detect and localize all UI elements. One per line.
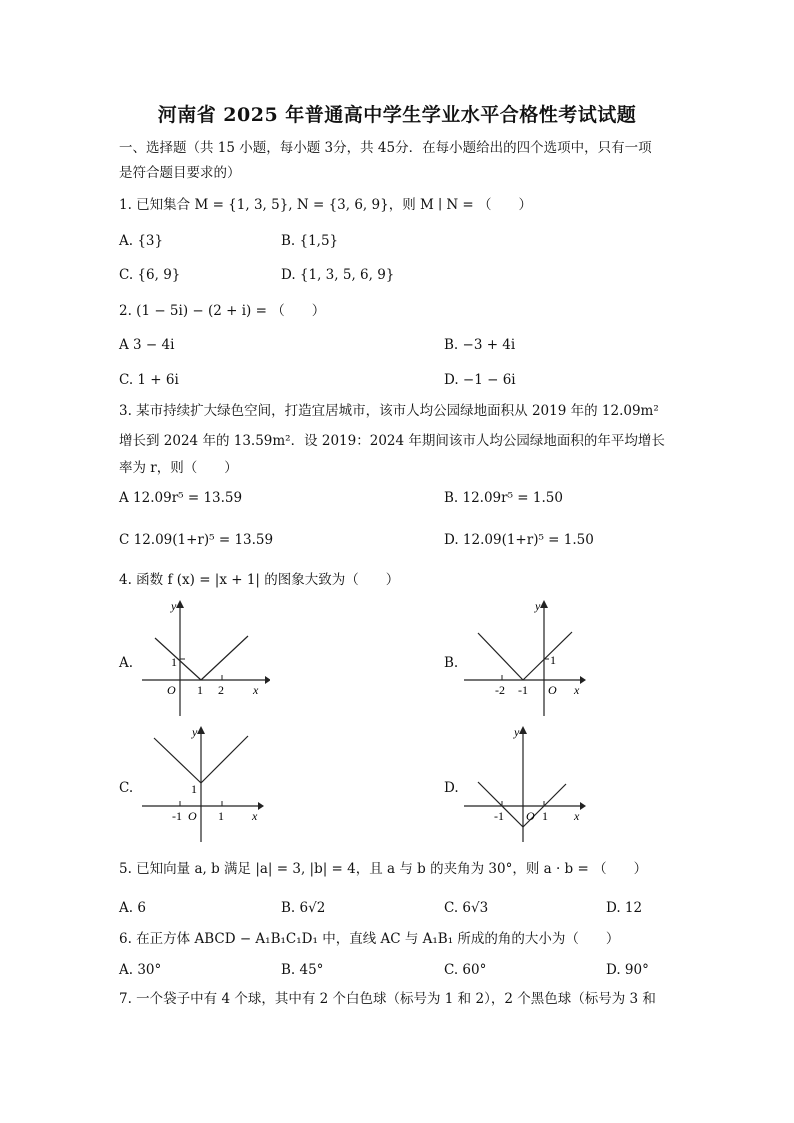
q1-stem: 1. 已知集合 M = {1, 3, 5}, N = {3, 6, 9}，则 M ∣ N = （ ） (119, 197, 533, 213)
q1-option-d: D. {1, 3, 5, 6, 9} (281, 267, 395, 283)
graph-d-tick-1: 1 (542, 809, 548, 823)
graph-d-x-arrow (580, 802, 586, 810)
graph-c-left-branch (154, 738, 201, 783)
graph-b-tick-y: 1 (550, 653, 556, 667)
q5-option-b: B. 6√2 (281, 900, 326, 916)
q3-line2: 增长到 2024 年的 13.59m²．设 2019：2024 年期间该市人均公园绿地面积的年平均增长 (119, 433, 665, 449)
graph-c-origin: O (188, 809, 197, 823)
q5-stem: 5. 已知向量 a, b 满足 |a| = 3, |b| = 4，且 a 与 b 的夹角为 30°，则 a · b = （ ） (119, 861, 648, 877)
q6-stem: 6. 在正方体 ABCD − A₁B₁C₁D₁ 中，直线 AC 与 A₁B₁ 所成的角的大小为（ ） (119, 931, 620, 947)
q3-option-a: A 12.09r⁵ = 13.59 (119, 490, 243, 506)
graph-a-tick-1: 1 (197, 683, 203, 697)
q1-option-b: B. {1,5} (281, 233, 339, 249)
graph-a-x-label: x (253, 683, 259, 697)
graph-a-origin: O (167, 683, 176, 697)
q6-option-a: A. 30° (119, 962, 162, 978)
q4-label-d: D. (444, 780, 459, 796)
graph-a-tick-2: 2 (218, 683, 224, 697)
q6-option-d: D. 90° (606, 962, 649, 978)
q1-option-a: A. {3} (119, 233, 164, 249)
q4-label-c: C. (119, 780, 134, 796)
graph-a-right-branch (201, 636, 248, 680)
q2-option-a: A 3 − 4i (119, 337, 175, 353)
q1-option-c: C. {6, 9} (119, 267, 181, 283)
graph-b-x-arrow (580, 676, 586, 684)
q3-option-d: D. 12.09(1+r)⁵ = 1.50 (444, 532, 594, 548)
graph-c-x-arrow (258, 802, 264, 810)
q3-line1: 3. 某市持续扩大绿色空间，打造宜居城市，该市人均公园绿地面积从 2019 年的 12.09m² (119, 403, 659, 419)
q2-option-d: D. −1 − 6i (444, 372, 516, 388)
graph-c-right-branch (201, 736, 248, 783)
graph-b-tick-m1: -1 (518, 683, 528, 697)
graph-a-y-label: y (171, 599, 177, 613)
graph-d-x-label: x (574, 809, 580, 823)
graph-b-y-label: y (535, 599, 541, 613)
graph-a-y-arrow (176, 600, 184, 608)
q4-label-b: B. (444, 655, 459, 671)
section-heading-line2: 是符合题目要求的） (119, 165, 241, 181)
q3-option-c: C 12.09(1+r)⁵ = 13.59 (119, 532, 274, 548)
graph-c-tick-1: 1 (218, 809, 224, 823)
q5-option-c: C. 6√3 (444, 900, 489, 916)
q6-option-b: B. 45° (281, 962, 324, 978)
graph-d-origin: O (526, 809, 535, 823)
graph-c-y-arrow (197, 726, 205, 734)
graph-d-y-arrow (519, 726, 527, 734)
graph-b-left-branch (478, 633, 523, 680)
graph-b-x-label: x (574, 683, 580, 697)
graph-a-tick-y: 1 (171, 655, 177, 669)
graph-b-y-arrow (540, 600, 548, 608)
q4-graph-c (140, 722, 270, 847)
graph-a-x-arrow (265, 676, 270, 684)
q5-option-a: A. 6 (119, 900, 146, 916)
q5-option-d: D. 12 (606, 900, 643, 916)
graph-c-tick-m1: -1 (172, 809, 182, 823)
exam-title: 河南省 2025 年普通高中学生学业水平合格性考试试题 (157, 104, 637, 126)
graph-b-tick-m2: -2 (495, 683, 505, 697)
q2-stem: 2. (1 − 5i) − (2 + i) = （ ） (119, 303, 326, 319)
graph-d-tick-m1: -1 (494, 809, 504, 823)
q2-option-b: B. −3 + 4i (444, 337, 516, 353)
q3-option-b: B. 12.09r⁵ = 1.50 (444, 490, 563, 506)
graph-c-tick-y: 1 (191, 782, 197, 796)
q4-graph-b (462, 596, 592, 721)
graph-d-y-label: y (514, 725, 520, 739)
q4-label-a: A. (119, 655, 134, 671)
section-heading-line1: 一、选择题（共 15 小题，每小题 3分，共 45分．在每小题给出的四个选项中，只有一项 (119, 140, 652, 156)
graph-b-right-branch (523, 632, 572, 680)
graph-c-y-label: y (192, 725, 198, 739)
q4-graph-a (140, 596, 270, 721)
graph-a-left-branch (155, 638, 201, 680)
q3-line3: 率为 r，则（ ） (119, 460, 238, 476)
q7-stem: 7. 一个袋子中有 4 个球，其中有 2 个白色球（标号为 1 和 2），2 个黑色球（标号为 3 和 (119, 991, 656, 1007)
graph-c-x-label: x (252, 809, 258, 823)
q2-option-c: C. 1 + 6i (119, 372, 179, 388)
q4-graph-d (462, 722, 592, 847)
q4-stem: 4. 函数 f (x) = |x + 1| 的图象大致为（ ） (119, 572, 400, 588)
graph-b-origin: O (548, 683, 557, 697)
q6-option-c: C. 60° (444, 962, 487, 978)
